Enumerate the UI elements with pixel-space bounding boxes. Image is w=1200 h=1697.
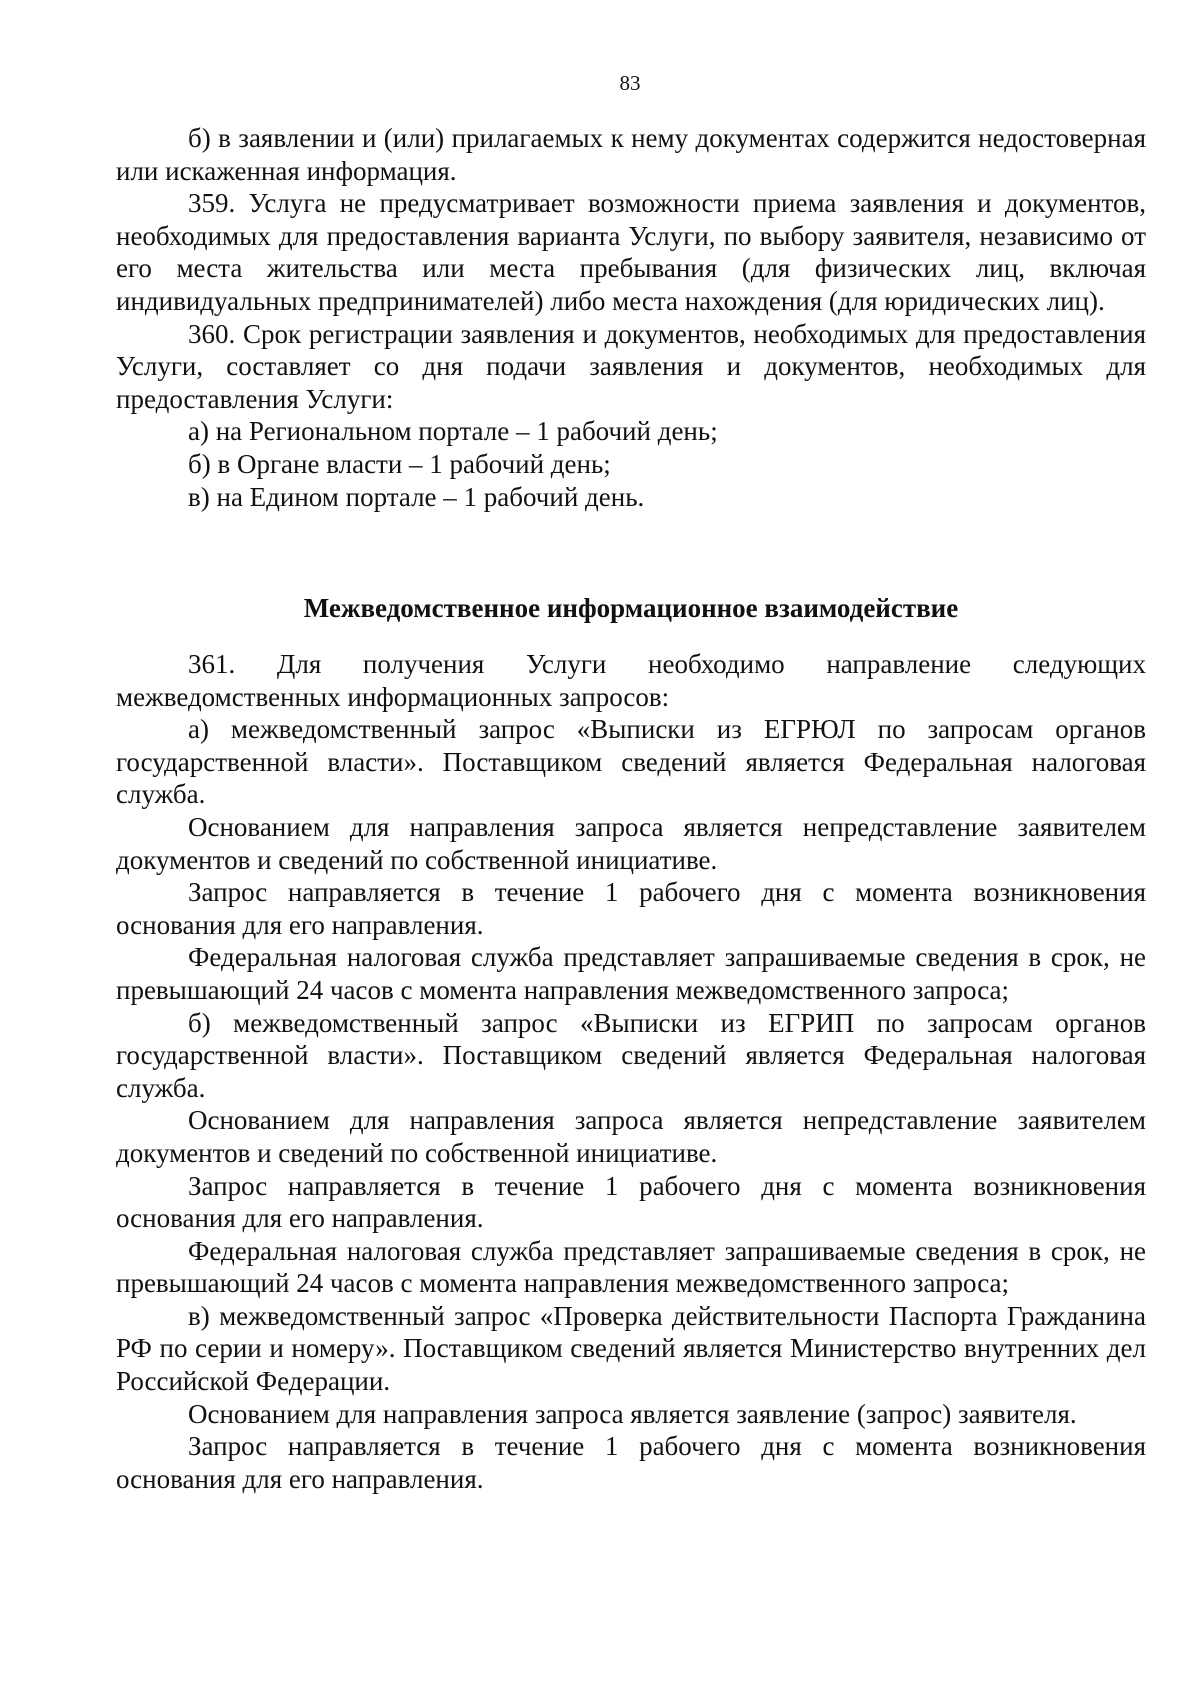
paragraph-361: 361. Для получения Услуги необходимо направление следующих межведомственных информационных запросов:	[116, 649, 1146, 712]
paragraph-request-b: б) межведомственный запрос «Выписки из ЕГРИП по запросам органов государственной власти». Поставщиком сведений является Федеральная налоговая служба.	[116, 1007, 1146, 1103]
paragraph-timing-c: Запрос направляется в течение 1 рабочего дня с момента возникновения основания для его направления.	[116, 1431, 1146, 1494]
bottom-text-section	[116, 648, 1146, 1495]
page-number: 83	[619, 71, 641, 95]
list-item-regional-portal: а) на Региональном портале – 1 рабочий день;	[188, 416, 718, 447]
list-item-unified-portal: в) на Едином портале – 1 рабочий день.	[188, 481, 645, 512]
paragraph-359: 359. Услуга не предусматривает возможности приема заявления и документов, необходимых для предоставления варианта Услуги, по выбору заявителя, независимо от его места жительства или места пребывания (для физических лиц, включая индивидуальных предпринимателей) либо места нахождения (для юридических лиц).	[116, 188, 1146, 316]
section-heading: Межведомственное информационное взаимодействие	[303, 593, 959, 623]
paragraph-request-c: в) межведомственный запрос «Проверка действительности Паспорта Гражданина РФ по серии и номеру». Поставщиком сведений является Министерство внутренних дел Российской Федерации.	[116, 1300, 1146, 1397]
paragraph-basis-a: Основанием для направления запроса является непредставление заявителем документов и сведений по собственной инициативе.	[116, 811, 1146, 875]
paragraph-item-b-continuation: б) в заявлении и (или) прилагаемых к нему документах содержится недостоверная или искаженная информация.	[116, 123, 1146, 186]
paragraph-basis-c: Основанием для направления запроса является заявление (запрос) заявителя.	[188, 1398, 1077, 1429]
top-text-section	[116, 122, 1146, 513]
paragraph-response-a: Федеральная налоговая служба представляет запрашиваемые сведения в срок, не превышающий 24 часов с момента направления межведомственного запроса;	[116, 942, 1146, 1005]
paragraph-timing-a: Запрос направляется в течение 1 рабочего дня с момента возникновения основания для его направления.	[116, 877, 1146, 940]
paragraph-request-a: а) межведомственный запрос «Выписки из ЕГРЮЛ по запросам органов государственной власти». Поставщиком сведений является Федеральная налоговая служба.	[116, 714, 1146, 810]
paragraph-timing-b: Запрос направляется в течение 1 рабочего дня с момента возникновения основания для его направления.	[116, 1170, 1146, 1234]
paragraph-response-b: Федеральная налоговая служба представляет запрашиваемые сведения в срок, не превышающий 24 часов с момента направления межведомственного запроса;	[116, 1235, 1146, 1299]
list-item-authority: б) в Органе власти – 1 рабочий день;	[188, 448, 611, 479]
paragraph-basis-b: Основанием для направления запроса является непредставление заявителем документов и сведений по собственной инициативе.	[116, 1105, 1146, 1168]
paragraph-360: 360. Срок регистрации заявления и документов, необходимых для предоставления Услуги, составляет со дня подачи заявления и документов, необходимых для предоставления Услуги:	[116, 318, 1146, 414]
